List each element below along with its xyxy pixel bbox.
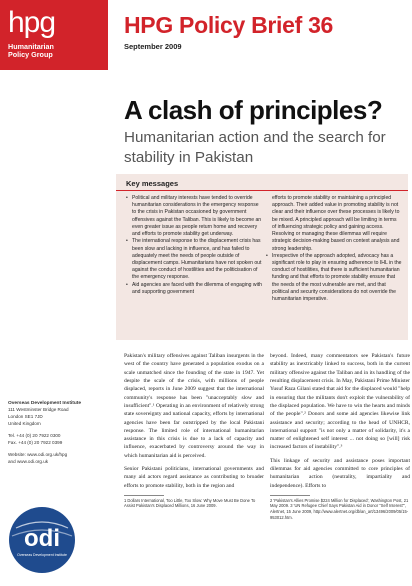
odi-tagline: Overseas Development Institute <box>17 553 67 557</box>
key-message-item: • The international response to the displacement crisis has been slow and lacking in influence, and has failed to adequately meet the needs of people outside of displacement camps. Humanitarians have not spoken out against the conduct of hostilities and the politicisation of the emergency response. <box>126 238 262 281</box>
key-message-continuation: efforts to promote stability or maintaining a principled approach. Their added value in promoting stability is not clear and their influence over these processes is likely to be mixed. A principled approach will be limiting in terms of influencing strategic policy and gaining access. Resolving or managing these dilemmas will require strategic decision-making based on context analysis and strong leadership. <box>272 195 400 252</box>
contact-fax: Fax. +44 (0) 20 7922 0399 <box>8 439 63 445</box>
contact-org: Overseas Development Institute <box>8 401 82 406</box>
body-column-left <box>124 352 264 509</box>
footnote-divider <box>270 495 310 496</box>
contact-website[interactable]: Website: www.odi.org.uk/hpg <box>8 451 68 457</box>
footnote: 2 'Pakistan's Allies Promise $224 Million for Displaced', Washington Post, 21 May 2009. 3 'UN Refugee Chief Says Pakistan Aid in Donor "Self Interest"', Alertnet, 15 June 2009, http://www.alertnet.org/db/an_art/13496/2009/05/15-953012.htm. <box>270 497 409 520</box>
hpg-brand-bar <box>0 0 108 70</box>
contact-tel: Tel. +44 (0) 20 7922 0300 <box>8 432 61 438</box>
key-messages-divider <box>116 190 408 191</box>
body-paragraph: This linkage of security and assistance poses important dilemmas for aid agencies committed to core principles of humanitarian action (neutrality, impartiality and independence). Efforts to <box>270 457 410 489</box>
contact-address-line: 111 Westminster Bridge Road <box>8 407 69 413</box>
body-paragraph: beyond. Indeed, many commentators see Pakistan's future stability as inextricably linked to success, both in the current military offensive against the Taliban and in its handling of the resulting displacement crisis. In May, Pakistani Prime Minister Yusuf Raza Gilani stated that aid for the displaced would "help in ensuring that the militants don't exploit the vulnerability of the displaced population. We have to win the hearts and minds of the people".² Donors and some aid agencies likewise link assistance and security; according to the head of UNHCR, international support "is not only a matter of solidarity, it's a matter of enlightened self interest ... not doing so [will] risk increased factors of instability".³ <box>270 353 410 451</box>
body-paragraph: Senior Pakistani politicians, international governments and many aid actors regard assistance as contributing to broader efforts to promote stability, both in the region and <box>124 466 264 489</box>
page-title: A clash of principles? <box>124 95 383 125</box>
key-message-item: • Political and military interests have tended to override humanitarian considerations in the emergency response to the crisis in Pakistan occasioned by government offensives against the Taliban. This is likely to become an even greater issue as people return home and recovery and efforts to promote stability get underway. <box>126 195 262 238</box>
contact-block <box>8 400 108 465</box>
footnote: 1 Dollars International, Too Little, Too Slow: Why Move Must Be Done To Assist Pakistan's Displaced Millions, 16 June 2009. <box>124 497 256 509</box>
hpg-logo: hpg <box>8 6 56 39</box>
body-paragraph: Pakistan's military offensives against Taliban insurgents in the west of the country have generated a population exodus on a scale unmatched since the founding of the state in 1947. Yet despite the scale of the crisis, with millions of people displaced, reports in June 2009 suggest that the international community's response has been "unacceptably slow and insufficient".¹ Operating in an environment of relatively strong state sovereignty and national capacity, efforts by international agencies have been far outstripped by the local Pakistani response. The limited role of international humanitarian assistance in this crisis is due to a lack of capacity and influence, exacerbated by controversy around the way in which humanitarian aid is perceived. <box>124 353 264 459</box>
key-messages-right-column <box>266 195 402 303</box>
body-column-right <box>270 352 410 520</box>
contact-address-line: London SE1 7JD <box>8 414 43 420</box>
odi-logo <box>8 506 76 574</box>
brief-date: September 2009 <box>124 42 182 51</box>
key-messages-heading: Key messages <box>126 179 179 188</box>
key-messages-box <box>116 174 408 340</box>
hpg-group-name: Humanitarian Policy Group <box>8 42 54 60</box>
brief-title: HPG Policy Brief 36 <box>124 12 334 38</box>
key-messages-left-column <box>126 195 262 296</box>
odi-logo-text: odi <box>24 525 60 552</box>
key-message-item: • Irrespective of the approach adopted, advocacy has a significant role to play in ensuring adherence to IHL in the conduct of hostilities, that there is sufficient humanitarian funding and that efforts to promote stability ensure that the needs of the most vulnerable are met, and that political and security considerations do not override the humanitarian imperative. <box>266 253 402 304</box>
footnote-divider <box>124 495 164 496</box>
page-subtitle: Humanitarian action and the search for stability in Pakistan <box>124 129 386 166</box>
contact-address-line: United Kingdom <box>8 420 41 426</box>
contact-website[interactable]: and www.odi.org.uk <box>8 458 49 464</box>
key-message-item: • Aid agencies are faced with the dilemma of engaging with and supporting government <box>126 282 262 296</box>
